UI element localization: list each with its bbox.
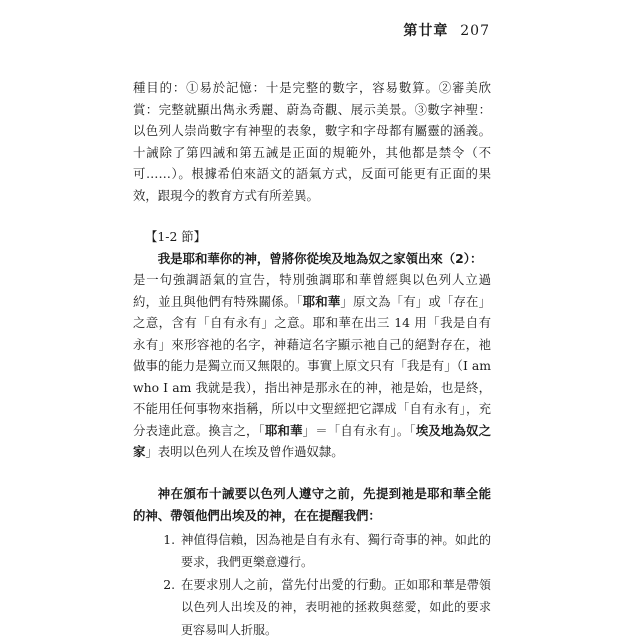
- page-header: [403, 20, 490, 40]
- point-note: 正如耶和華是帶領以色列人出埃及的神，表明祂的拯救與慈愛，如此的要求更容易叫人折服。: [181, 578, 491, 637]
- page-number: 207: [460, 23, 490, 39]
- point-note: 如此的要求，我們更樂意遵行。: [181, 533, 491, 570]
- paragraph-purposes: 種目的：①易於記憶：十是完整的數字，容易數算。②審美欣賞：完整就顯出雋永秀麗、蔚為奇觀、展示美景。③數字神聖：以色列人崇尚數字有神聖的表象，數字和字母都有屬靈的涵義。十誡除了第四誡和第五誡是正面的規範外，其他都是禁令（不可……）。根據希伯來語文的語氣方式，反面可能更有正面的果效，跟現今的教育方式有所差異。: [133, 77, 491, 206]
- section-tag: 【1-2 節】: [145, 226, 491, 248]
- list-item: [179, 574, 491, 641]
- commentary-text: 」原文為「有」或「存在」之意，含有「自有永有」之意。耶和華在出三 14 用「我是自有永有」來形容祂的名字，神藉這名字顯示祂自己的絕對存在，祂做事的能力是獨立而又無限的。事實上原文只有「我是有」（I am who I am 我就是我），指出神是那永在的神，祂是始，也是終，不能用任何事物來指稱，所以中文聖經把它譯成「自有永有」，充分表達此意。換言之，「: [133, 294, 491, 438]
- application-summary: 神在頒布十誡要以色列人遵守之前，先提到祂是耶和華全能的神、帶領他們出埃及的神，在在提醒我們：: [133, 483, 491, 527]
- term-yahweh: 耶和華: [303, 294, 341, 309]
- point-text: 神值得信賴，因為祂是自有永有、獨行奇事的神。: [181, 532, 455, 547]
- page-body: [133, 77, 491, 641]
- term-yahweh: 耶和華: [265, 423, 303, 438]
- chapter-title: 第廿章: [403, 23, 448, 39]
- commentary-text: 是一句強調語氣的宣告，特別強調耶和華曾經與以色列人立過約，並且與他們有特殊關係。「: [133, 272, 491, 309]
- paragraph-commentary: [133, 269, 491, 463]
- application-list: [133, 529, 491, 641]
- point-text: 在要求別人之前，當先付出愛的行動。: [181, 577, 394, 592]
- commentary-text: 」＝「自有永有」。「: [303, 423, 416, 438]
- term-house-of-bondage: 埃及地為奴之家: [133, 423, 491, 460]
- commentary-text: 」表明以色列人在埃及曾作過奴隸。: [145, 444, 343, 459]
- verse-quote: 我是耶和華你的神，曾將你從埃及地為奴之家領出來（2）：: [133, 248, 491, 270]
- list-item: [179, 529, 491, 574]
